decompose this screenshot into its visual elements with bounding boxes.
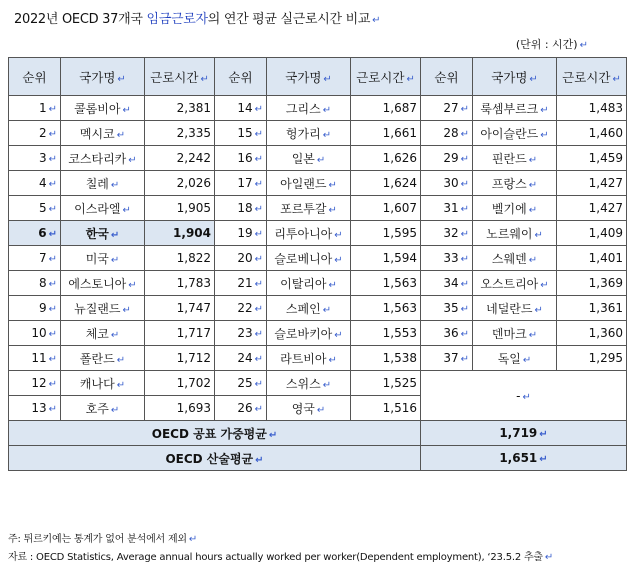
rank-cell: 28 ↵: [421, 121, 473, 146]
country-cell: 슬로베니아 ↵: [267, 246, 351, 271]
paragraph-mark-icon: ↵: [254, 379, 263, 390]
paragraph-mark-icon: ↵: [48, 129, 57, 140]
rank-header: 순위: [9, 58, 61, 96]
hours-cell: 1,607: [351, 196, 421, 221]
paragraph-mark-icon: ↵: [116, 129, 126, 141]
paragraph-mark-icon: ↵: [254, 179, 263, 190]
paragraph-mark-icon: ↵: [460, 329, 469, 340]
rank-cell: 31 ↵: [421, 196, 473, 221]
paragraph-mark-icon: ↵: [460, 229, 469, 240]
country-cell: 체코 ↵: [61, 321, 145, 346]
rank-cell: 14 ↵: [215, 96, 267, 121]
country-cell: 덴마크 ↵: [473, 321, 557, 346]
paragraph-mark-icon: ↵: [323, 73, 332, 85]
table-row: [9, 121, 627, 146]
country-cell: 리투아니아 ↵: [267, 221, 351, 246]
hours-cell: 1,563: [351, 296, 421, 321]
rank-cell: 9 ↵: [9, 296, 61, 321]
table-row: [9, 221, 627, 246]
rank-cell: 19 ↵: [215, 221, 267, 246]
paragraph-mark-icon: ↵: [254, 104, 263, 115]
paragraph-mark-icon: ↵: [254, 354, 263, 365]
paragraph-mark-icon: ↵: [200, 73, 209, 85]
paragraph-mark-icon: ↵: [322, 304, 332, 316]
country-cell: 멕시코 ↵: [61, 121, 145, 146]
hours-cell: 1,687: [351, 96, 421, 121]
paragraph-mark-icon: ↵: [534, 304, 543, 316]
paragraph-mark-icon: ↵: [334, 254, 343, 266]
hours-cell: 1,717: [145, 321, 215, 346]
rank-cell: 29 ↵: [421, 146, 473, 171]
paragraph-mark-icon: ↵: [522, 391, 531, 403]
country-cell: 이스라엘 ↵: [61, 196, 145, 221]
paragraph-mark-icon: ↵: [48, 229, 57, 240]
hours-cell: 1,747: [145, 296, 215, 321]
paragraph-mark-icon: ↵: [255, 454, 264, 466]
hours-cell: 1,702: [145, 371, 215, 396]
rank-cell: 8 ↵: [9, 271, 61, 296]
hours-cell: 1,295: [557, 346, 627, 371]
country-cell: 칠레 ↵: [61, 171, 145, 196]
hours-cell: 1,427: [557, 171, 627, 196]
table-header-row: [9, 58, 627, 96]
paragraph-mark-icon: ↵: [254, 154, 263, 165]
paragraph-mark-icon: ↵: [128, 279, 137, 291]
paragraph-mark-icon: ↵: [460, 104, 469, 115]
rank-cell: 36 ↵: [421, 321, 473, 346]
hours-cell: 2,335: [145, 121, 215, 146]
table-row: [9, 196, 627, 221]
paragraph-mark-icon: ↵: [528, 254, 538, 266]
hours-cell: 1,360: [557, 321, 627, 346]
paragraph-mark-icon: ↵: [122, 104, 131, 116]
country-cell: 일본 ↵: [267, 146, 351, 171]
paragraph-mark-icon: ↵: [254, 329, 263, 340]
paragraph-mark-icon: ↵: [254, 304, 263, 315]
country-cell: 프랑스 ↵: [473, 171, 557, 196]
hours-cell: 1,822: [145, 246, 215, 271]
rank-cell: 12 ↵: [9, 371, 61, 396]
rank-cell: 35 ↵: [421, 296, 473, 321]
hours-cell: 1,553: [351, 321, 421, 346]
country-cell: 호주 ↵: [61, 396, 145, 421]
country-cell: 코스타리카 ↵: [61, 146, 145, 171]
country-cell: 영국 ↵: [267, 396, 351, 421]
country-cell: 벨기에 ↵: [473, 196, 557, 221]
paragraph-mark-icon: ↵: [579, 40, 588, 51]
rank-cell: 7 ↵: [9, 246, 61, 271]
paragraph-mark-icon: ↵: [122, 204, 131, 216]
paragraph-mark-icon: ↵: [460, 179, 469, 190]
paragraph-mark-icon: ↵: [48, 254, 57, 265]
paragraph-mark-icon: ↵: [48, 179, 57, 190]
paragraph-mark-icon: ↵: [460, 254, 469, 265]
country-cell: 포르투갈 ↵: [267, 196, 351, 221]
rank-cell: 30 ↵: [421, 171, 473, 196]
paragraph-mark-icon: ↵: [529, 73, 538, 85]
hours-header: 근로시간 ↵: [557, 58, 627, 96]
hours-cell: 1,361: [557, 296, 627, 321]
paragraph-mark-icon: ↵: [110, 404, 120, 416]
country-cell: 그리스 ↵: [267, 96, 351, 121]
hours-cell: 1,369: [557, 271, 627, 296]
country-cell: 스웨덴 ↵: [473, 246, 557, 271]
paragraph-mark-icon: ↵: [540, 129, 549, 141]
paragraph-mark-icon: ↵: [322, 104, 332, 116]
country-cell: 스위스 ↵: [267, 371, 351, 396]
hours-cell: 1,563: [351, 271, 421, 296]
hours-cell: 1,538: [351, 346, 421, 371]
paragraph-mark-icon: ↵: [460, 354, 469, 365]
paragraph-mark-icon: ↵: [254, 204, 263, 215]
hours-cell: 1,401: [557, 246, 627, 271]
paragraph-mark-icon: ↵: [254, 129, 263, 140]
paragraph-mark-icon: ↵: [328, 279, 337, 291]
rank-cell: 5 ↵: [9, 196, 61, 221]
country-cell: 미국 ↵: [61, 246, 145, 271]
rank-cell: 15 ↵: [215, 121, 267, 146]
average-label: OECD 공표 가중평균 ↵: [9, 421, 421, 446]
country-cell: 헝가리 ↵: [267, 121, 351, 146]
hours-cell: 1,483: [557, 96, 627, 121]
rank-cell: 23 ↵: [215, 321, 267, 346]
paragraph-mark-icon: ↵: [460, 204, 469, 215]
page-title: [14, 8, 380, 27]
rank-cell: 1 ↵: [9, 96, 61, 121]
paragraph-mark-icon: ↵: [540, 104, 549, 116]
paragraph-mark-icon: ↵: [334, 329, 343, 341]
rank-cell: 2 ↵: [9, 121, 61, 146]
country-cell: 에스토니아 ↵: [61, 271, 145, 296]
paragraph-mark-icon: ↵: [328, 354, 337, 366]
unit-label: (단위 : 시간) ↵: [515, 38, 588, 51]
hours-cell: 1,783: [145, 271, 215, 296]
note-source: 자료 : OECD Statistics, Average annual hours actually worked per worker(Dependent employment), ‘23.5.2 추출 ↵: [8, 552, 554, 563]
rank-cell: 4 ↵: [9, 171, 61, 196]
paragraph-mark-icon: ↵: [116, 354, 126, 366]
paragraph-mark-icon: ↵: [254, 229, 263, 240]
hours-header: 근로시간 ↵: [351, 58, 421, 96]
rank-cell: 13 ↵: [9, 396, 61, 421]
paragraph-mark-icon: ↵: [528, 204, 538, 216]
hours-cell: 1,409: [557, 221, 627, 246]
paragraph-mark-icon: ↵: [334, 229, 343, 241]
table-row: [9, 271, 627, 296]
average-row: [9, 421, 627, 446]
paragraph-mark-icon: ↵: [406, 73, 415, 85]
hours-cell: 1,516: [351, 396, 421, 421]
rank-cell: 3 ↵: [9, 146, 61, 171]
hours-cell: 1,594: [351, 246, 421, 271]
hours-cell: 1,525: [351, 371, 421, 396]
paragraph-mark-icon: ↵: [316, 154, 326, 166]
country-cell: 콜롬비아 ↵: [61, 96, 145, 121]
paragraph-mark-icon: ↵: [110, 229, 120, 241]
paragraph-mark-icon: ↵: [117, 73, 126, 85]
paragraph-mark-icon: ↵: [316, 404, 326, 416]
paragraph-mark-icon: ↵: [48, 379, 57, 390]
hours-cell: 2,026: [145, 171, 215, 196]
country-cell: 네덜란드 ↵: [473, 296, 557, 321]
country-cell: 독일 ↵: [473, 346, 557, 371]
rank-cell: 10 ↵: [9, 321, 61, 346]
rank-cell: 33 ↵: [421, 246, 473, 271]
table-row: [9, 171, 627, 196]
hours-cell: 1,904: [145, 221, 215, 246]
paragraph-mark-icon: ↵: [540, 279, 549, 291]
hours-cell: 1,693: [145, 396, 215, 421]
table-row: [9, 96, 627, 121]
paragraph-mark-icon: ↵: [48, 304, 57, 315]
paragraph-mark-icon: ↵: [328, 204, 337, 216]
paragraph-mark-icon: ↵: [372, 15, 381, 26]
paragraph-mark-icon: ↵: [322, 129, 332, 141]
average-label: OECD 산술평균 ↵: [9, 446, 421, 471]
table-row: [9, 371, 627, 396]
country-cell: 핀란드 ↵: [473, 146, 557, 171]
hours-cell: 1,712: [145, 346, 215, 371]
title-suffix: 의 연간 평균 실근로시간 비교: [207, 12, 371, 27]
paragraph-mark-icon: ↵: [48, 354, 57, 365]
paragraph-mark-icon: ↵: [110, 329, 120, 341]
rank-cell: 11 ↵: [9, 346, 61, 371]
paragraph-mark-icon: ↵: [460, 304, 469, 315]
country-header: 국가명 ↵: [473, 58, 557, 96]
hours-cell: 1,427: [557, 196, 627, 221]
paragraph-mark-icon: ↵: [544, 552, 554, 563]
table-row: [9, 146, 627, 171]
empty-cell: - ↵: [421, 371, 627, 421]
note-footnote: 주: 튀르키예는 통계가 없어 분석에서 제외 ↵: [8, 534, 198, 545]
hours-header: 근로시간 ↵: [145, 58, 215, 96]
paragraph-mark-icon: ↵: [48, 329, 57, 340]
paragraph-mark-icon: ↵: [116, 379, 126, 391]
paragraph-mark-icon: ↵: [48, 104, 57, 115]
hours-table: [8, 57, 627, 471]
country-cell: 슬로바키아 ↵: [267, 321, 351, 346]
rank-cell: 24 ↵: [215, 346, 267, 371]
average-value: 1,651 ↵: [421, 446, 627, 471]
paragraph-mark-icon: ↵: [612, 73, 621, 85]
country-cell: 오스트리아 ↵: [473, 271, 557, 296]
paragraph-mark-icon: ↵: [460, 129, 469, 140]
country-cell: 아이슬란드 ↵: [473, 121, 557, 146]
country-cell: 뉴질랜드 ↵: [61, 296, 145, 321]
rank-header: 순위: [421, 58, 473, 96]
paragraph-mark-icon: ↵: [539, 429, 548, 440]
paragraph-mark-icon: ↵: [122, 304, 131, 316]
rank-cell: 26 ↵: [215, 396, 267, 421]
rank-cell: 20 ↵: [215, 246, 267, 271]
country-cell: 이탈리아 ↵: [267, 271, 351, 296]
paragraph-mark-icon: ↵: [528, 329, 538, 341]
paragraph-mark-icon: ↵: [528, 179, 538, 191]
rank-cell: 25 ↵: [215, 371, 267, 396]
country-cell: 아일랜드 ↵: [267, 171, 351, 196]
rank-cell: 6 ↵: [9, 221, 61, 246]
hours-cell: 1,459: [557, 146, 627, 171]
country-cell: 룩셈부르크 ↵: [473, 96, 557, 121]
paragraph-mark-icon: ↵: [110, 254, 120, 266]
country-cell: 라트비아 ↵: [267, 346, 351, 371]
country-header: 국가명 ↵: [267, 58, 351, 96]
table-row: [9, 246, 627, 271]
hours-cell: 1,624: [351, 171, 421, 196]
country-cell: 한국 ↵: [61, 221, 145, 246]
paragraph-mark-icon: ↵: [322, 379, 332, 391]
rank-cell: 34 ↵: [421, 271, 473, 296]
rank-cell: 21 ↵: [215, 271, 267, 296]
average-value: 1,719 ↵: [421, 421, 627, 446]
country-cell: 노르웨이 ↵: [473, 221, 557, 246]
rank-cell: 37 ↵: [421, 346, 473, 371]
rank-cell: 32 ↵: [421, 221, 473, 246]
paragraph-mark-icon: ↵: [48, 204, 57, 215]
paragraph-mark-icon: ↵: [48, 154, 57, 165]
hours-cell: 2,381: [145, 96, 215, 121]
hours-cell: 1,595: [351, 221, 421, 246]
hours-cell: 1,460: [557, 121, 627, 146]
hours-cell: 1,661: [351, 121, 421, 146]
paragraph-mark-icon: ↵: [188, 534, 198, 545]
average-row: [9, 446, 627, 471]
table-row: [9, 321, 627, 346]
paragraph-mark-icon: ↵: [48, 404, 57, 415]
title-highlight: 임금근로자: [146, 12, 208, 27]
paragraph-mark-icon: ↵: [254, 404, 263, 415]
paragraph-mark-icon: ↵: [254, 254, 263, 265]
table-row: [9, 346, 627, 371]
hours-cell: 1,905: [145, 196, 215, 221]
paragraph-mark-icon: ↵: [254, 279, 263, 290]
hours-cell: 1,626: [351, 146, 421, 171]
rank-cell: 17 ↵: [215, 171, 267, 196]
paragraph-mark-icon: ↵: [539, 454, 548, 465]
paragraph-mark-icon: ↵: [268, 429, 278, 441]
country-cell: 스페인 ↵: [267, 296, 351, 321]
table-row: [9, 296, 627, 321]
country-cell: 캐나다 ↵: [61, 371, 145, 396]
hours-cell: 2,242: [145, 146, 215, 171]
paragraph-mark-icon: ↵: [522, 354, 532, 366]
paragraph-mark-icon: ↵: [528, 154, 538, 166]
paragraph-mark-icon: ↵: [328, 179, 337, 191]
country-header: 국가명 ↵: [61, 58, 145, 96]
country-cell: 폴란드 ↵: [61, 346, 145, 371]
paragraph-mark-icon: ↵: [534, 229, 543, 241]
paragraph-mark-icon: ↵: [460, 154, 469, 165]
paragraph-mark-icon: ↵: [460, 279, 469, 290]
rank-cell: 16 ↵: [215, 146, 267, 171]
rank-cell: 27 ↵: [421, 96, 473, 121]
rank-header: 순위: [215, 58, 267, 96]
rank-cell: 22 ↵: [215, 296, 267, 321]
paragraph-mark-icon: ↵: [110, 179, 120, 191]
paragraph-mark-icon: ↵: [128, 154, 137, 166]
rank-cell: 18 ↵: [215, 196, 267, 221]
title-prefix: 2022년 OECD 37개국: [14, 12, 147, 27]
paragraph-mark-icon: ↵: [48, 279, 57, 290]
